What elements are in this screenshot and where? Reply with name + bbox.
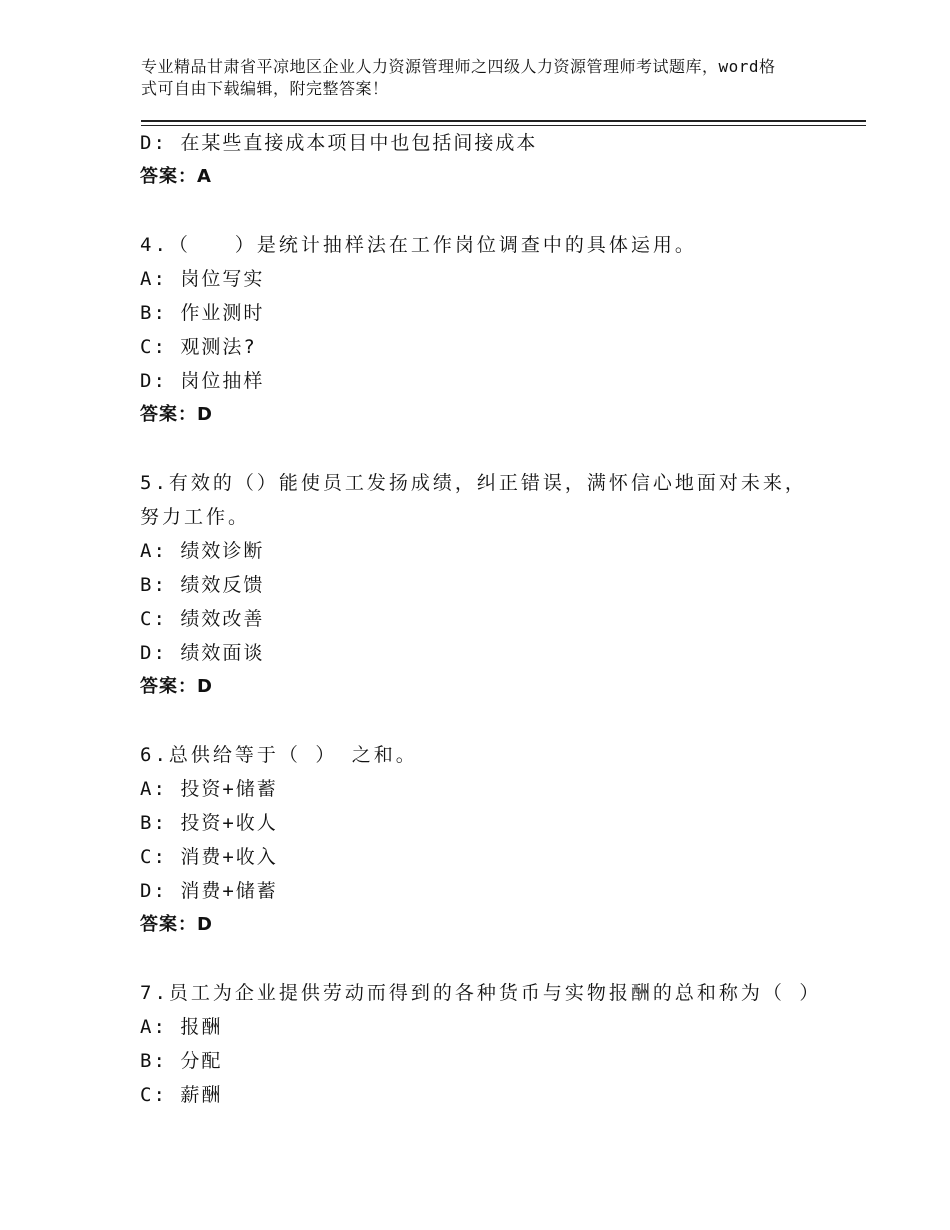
option-d: D: 绩效面谈	[140, 642, 265, 664]
option-c: C: 绩效改善	[140, 608, 265, 630]
spacer	[140, 194, 820, 228]
page-header: 专业精品甘肃省平凉地区企业人力资源管理师之四级人力资源管理师考试题库，word格式可自由下载编辑，附完整答案！	[141, 57, 776, 98]
answer-line: 答案：D	[140, 676, 213, 697]
option-a: A: 绩效诊断	[140, 540, 265, 562]
answer-line: 答案：D	[140, 914, 213, 935]
option-d: D: 岗位抽样	[140, 370, 265, 392]
option-a: A: 报酬	[140, 1016, 223, 1038]
spacer	[140, 432, 820, 466]
option-b: B: 绩效反馈	[140, 574, 265, 596]
option-c: C: 观测法?	[140, 336, 257, 358]
question-stem: 4.（ ）是统计抽样法在工作岗位调查中的具体运用。	[140, 234, 697, 256]
question-block	[140, 466, 820, 704]
option-b: B: 投资+收人	[140, 812, 278, 834]
spacer	[140, 704, 820, 738]
question-block	[140, 228, 820, 432]
option-b: B: 分配	[140, 1050, 223, 1072]
spacer	[140, 942, 820, 976]
answer-line: 答案：A	[140, 166, 212, 187]
option-c: C: 薪酬	[140, 1084, 223, 1106]
option-a: A: 岗位写实	[140, 268, 265, 290]
question-stem: 6.总供给等于（ ） 之和。	[140, 744, 418, 766]
option-d: D: 消费+储蓄	[140, 880, 278, 902]
option-a: A: 投资+储蓄	[140, 778, 278, 800]
question-stem: 7.员工为企业提供劳动而得到的各种货币与实物报酬的总和称为（ ）	[140, 982, 822, 1004]
answer-line: 答案：D	[140, 404, 213, 425]
question-block	[140, 738, 820, 942]
option-c: C: 消费+收入	[140, 846, 278, 868]
option-d: D: 在某些直接成本项目中也包括间接成本	[140, 132, 538, 154]
question-list	[140, 126, 820, 1112]
question-block	[140, 976, 820, 1112]
question-stem: 5.有效的（）能使员工发扬成绩，纠正错误，满怀信心地面对未来，努力工作。	[140, 472, 807, 528]
option-b: B: 作业测时	[140, 302, 265, 324]
